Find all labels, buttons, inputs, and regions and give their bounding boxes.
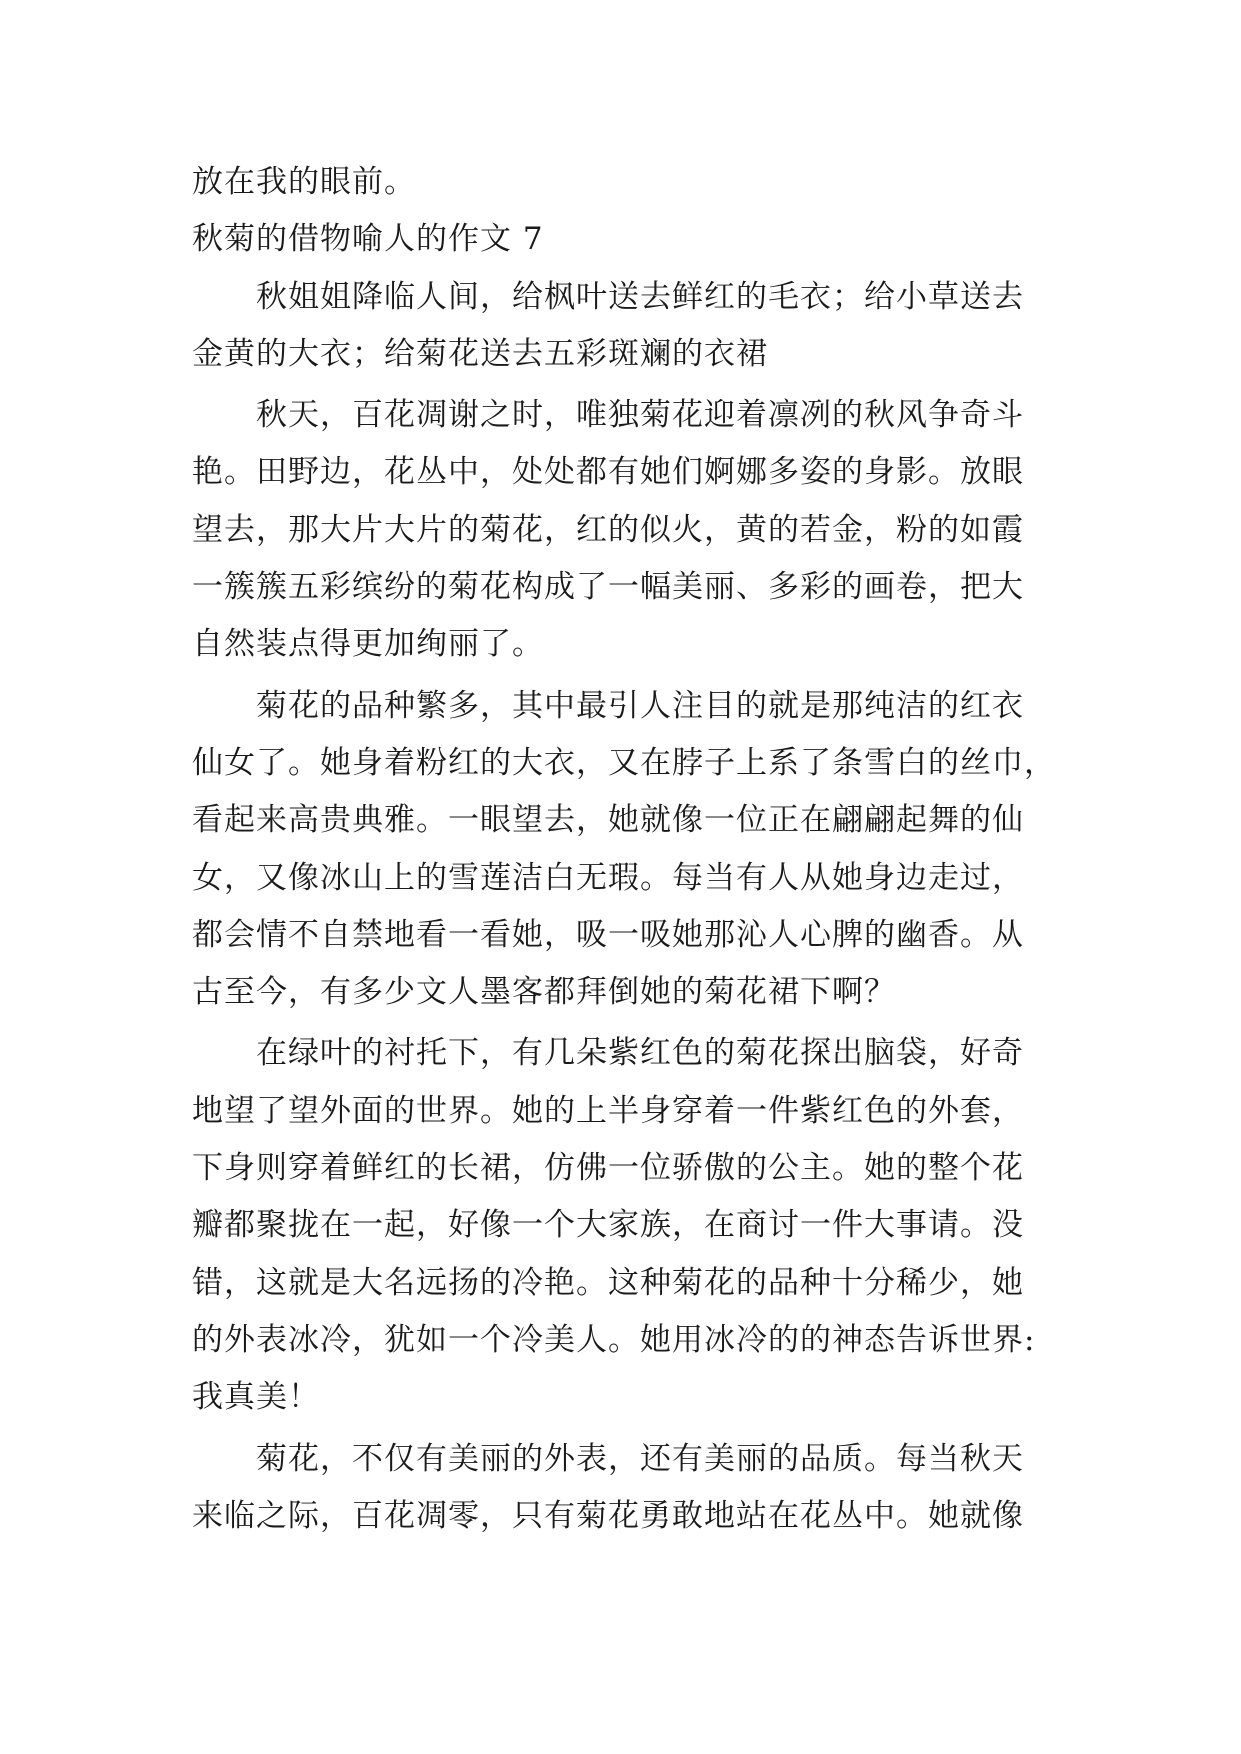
opening-fragment: 放在我的眼前。 (192, 164, 416, 200)
paragraph-4-line-4: 瓣都聚拢在一起，好像一个大家族，在商讨一件大事请。没 (192, 1207, 1024, 1244)
paragraph-1-line-1: 秋姐姐降临人间，给枫叶送去鲜红的毛衣；给小草送去 (256, 278, 1024, 315)
paragraph-3-line-6: 古至今，有多少文人墨客都拜倒她的菊花裙下啊？ (192, 974, 896, 1011)
article-title: 秋菊的借物喻人的作文 7 (192, 221, 544, 258)
article-body (192, 154, 1056, 1545)
paragraph-3-line-5: 都会情不自禁地看一看她，吸一吸她那沁人心脾的幽香。从 (192, 916, 1024, 953)
paragraph-2-line-1: 秋天，百花凋谢之时，唯独菊花迎着凛冽的秋风争奇斗 (256, 397, 1024, 434)
paragraph-4-line-2: 地望了望外面的世界。她的上半身穿着一件紫红色的外套， (192, 1092, 1024, 1129)
paragraph-4-line-7: 我真美！ (192, 1379, 320, 1416)
paragraph-3-line-4: 女，又像冰山上的雪莲洁白无瑕。每当有人从她身边走过， (192, 859, 1024, 896)
paragraph-4-line-1: 在绿叶的衬托下，有几朵紫红色的菊花探出脑袋，好奇 (256, 1035, 1024, 1072)
paragraph-3-line-3: 看起来高贵典雅。一眼望去，她就像一位正在翩翩起舞的仙 (192, 802, 1024, 839)
paragraph-2-line-5: 自然装点得更加绚丽了。 (192, 626, 544, 663)
paragraph-4-line-5: 错，这就是大名远扬的冷艳。这种菊花的品种十分稀少，她 (192, 1264, 1024, 1301)
paragraph-4-line-6: 的外表冰冷，犹如一个冷美人。她用冰冷的的神态告诉世界: (192, 1321, 1036, 1358)
paragraph-5-line-2: 来临之际，百花凋零，只有菊花勇敢地站在花丛中。她就像 (192, 1497, 1024, 1534)
paragraph-2-line-4: 一簇簇五彩缤纷的菊花构成了一幅美丽、多彩的画卷，把大 (192, 569, 1024, 606)
paragraph-5-line-1: 菊花，不仅有美丽的外表，还有美丽的品质。每当秋天 (256, 1440, 1024, 1477)
paragraph-3-line-2: 仙女了。她身着粉红的大衣，又在脖子上系了条雪白的丝巾， (192, 744, 1056, 781)
paragraph-1-line-2: 金黄的大衣；给菊花送去五彩斑斓的衣裙 (192, 335, 768, 372)
paragraph-3-line-1: 菊花的品种繁多，其中最引人注目的就是那纯洁的红衣 (256, 687, 1024, 724)
paragraph-4-line-3: 下身则穿着鲜红的长裙，仿佛一位骄傲的公主。她的整个花 (192, 1150, 1024, 1187)
paragraph-2-line-2: 艳。田野边，花丛中，处处都有她们婀娜多姿的身影。放眼 (192, 454, 1024, 491)
paragraph-2-line-3: 望去，那大片大片的菊花，红的似火，黄的若金，粉的如霞 (192, 511, 1024, 548)
